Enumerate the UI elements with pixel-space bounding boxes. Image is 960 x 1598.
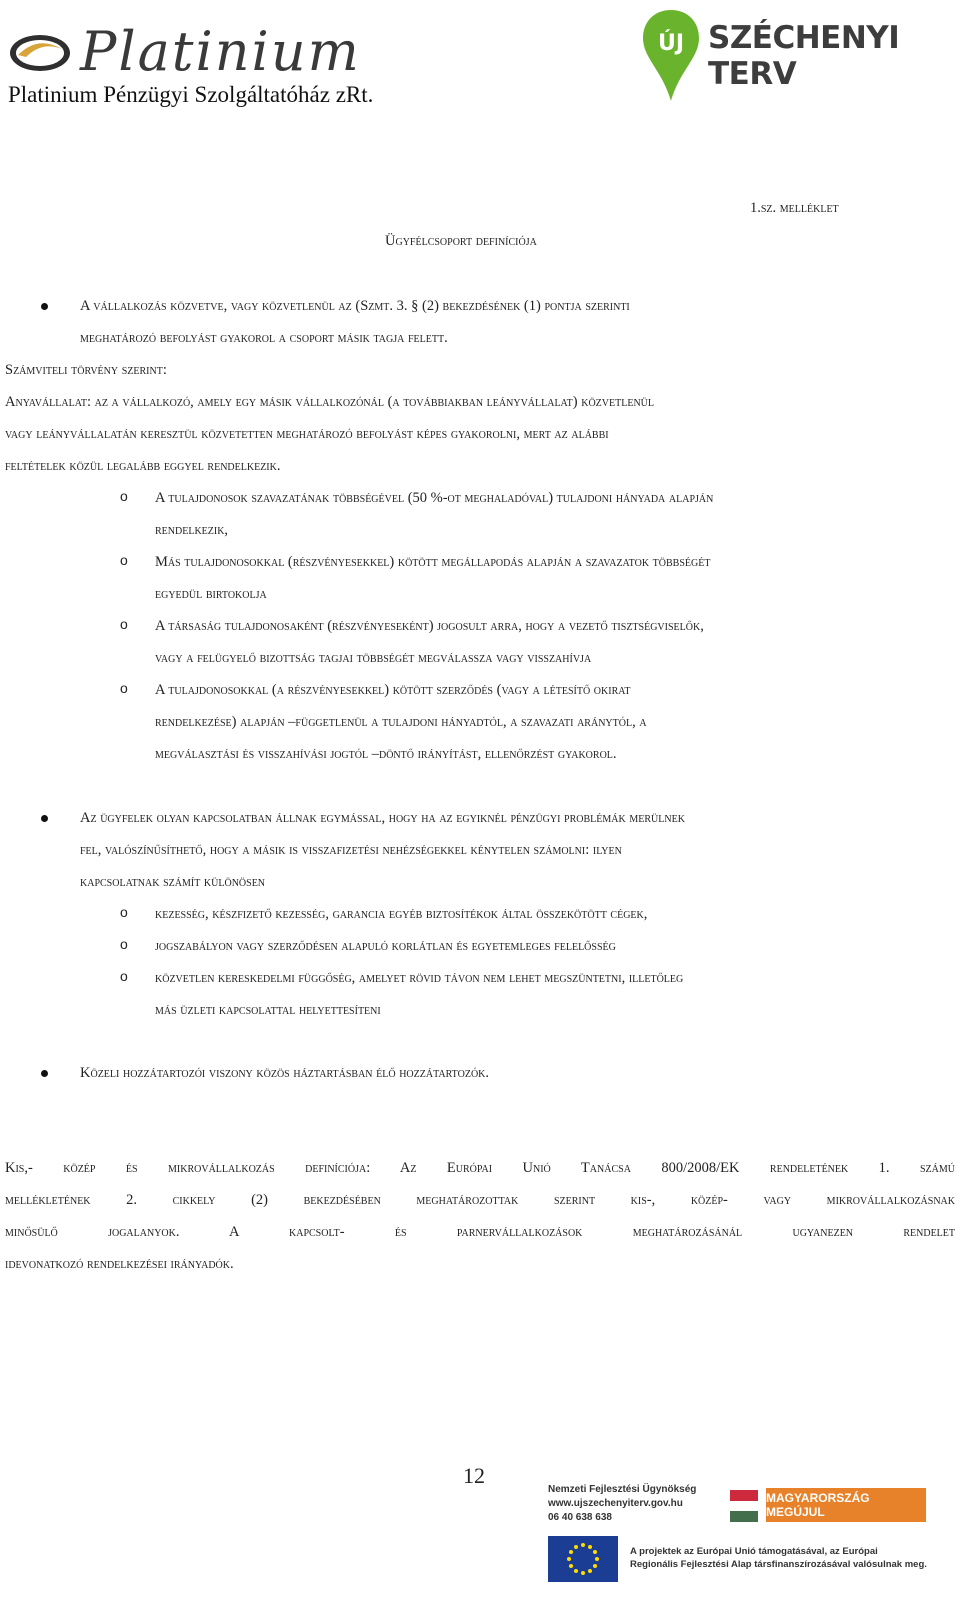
agency-name: Nemzeti Fejlesztési Ügynökség	[548, 1484, 697, 1495]
paragraph-1-line-3: vagy leányvállalatán keresztül közvetetten meghatározó befolyást képes gyakorolni, mert az alábbi	[5, 426, 609, 442]
kkv-definition-line-4: idevonatkozó rendelkezései irányadók.	[5, 1256, 234, 1272]
sub-item-7-line-2: más üzleti kapcsolattal helyettesíteni	[155, 1002, 381, 1018]
sub-item-6: jogszabályon vagy szerződésen alapuló korlátlan és egyetemleges felelősség	[155, 938, 616, 954]
sub-item-5: kezesség, készfizető kezesség, garancia egyéb biztosítékok által összekötött cégek,	[155, 906, 648, 922]
agency-website: www.ujszechenyiterv.gov.hu	[548, 1498, 683, 1509]
sub-bullet-marker: o	[120, 616, 128, 632]
eu-funding-note	[630, 1545, 927, 1571]
kkv-definition-line-1: Kis,- közép és mikrovállalkozás definíciója: Az Európai Unió Tanácsa 800/2008/EK rendeletének 1. számú	[5, 1160, 955, 1176]
doc-title: Ügyfélcsoport definíciója	[385, 233, 537, 249]
paragraph-1-line-4: feltételek közül legalább eggyel rendelkezik.	[5, 458, 281, 474]
bullet-2-line-2: fel, valószínűsíthető, hogy a másik is visszafizetési nehézségekkel kénytelen számolni: ilyen	[80, 842, 622, 858]
sub-bullet-marker: o	[120, 488, 128, 504]
magyarorszag-megujul-badge: MAGYARORSZÁG MEGÚJUL	[766, 1488, 926, 1522]
sub-item-4-line-3: megválasztási és visszahívási jogtól –döntő irányítást, ellenőrzést gyakorol.	[155, 746, 617, 762]
eu-note-line-2: Regionális Fejlesztési Alap társfinanszírozásával valósulnak meg.	[630, 1559, 927, 1570]
kkv-definition-line-2: mellékletének 2. cikkely (2) bekezdésében meghatározottak szerint kis-, közép- vagy mikrovállalkozásnak	[5, 1192, 955, 1208]
szechenyi-title: SZÉCHENYI TERV	[708, 20, 900, 92]
sub-bullet-marker: o	[120, 552, 128, 568]
company-name: Platinium Pénzügyi Szolgáltatóház zRt.	[8, 82, 374, 107]
sub-bullet-marker: o	[120, 936, 128, 952]
bullet-1-line-1: A vállalkozás közvetve, vagy közvetlenül az (Szmt. 3. § (2) bekezdésének (1) pontja szerinti	[80, 298, 630, 314]
annex-label: 1.sz. melléklet	[750, 200, 839, 216]
sub-item-2-line-2: egyedül birtokolja	[155, 586, 267, 602]
eu-flag-icon	[548, 1536, 618, 1582]
bullet-2-line-1: Az ügyfelek olyan kapcsolatban állnak egymással, hogy ha az egyiknél pénzügyi problémák merülnek	[80, 810, 685, 826]
sub-item-7-line-1: közvetlen kereskedelmi függőség, amelyet rövid távon nem lehet megszüntetni, illetőleg	[155, 970, 684, 986]
bullet-3: Közeli hozzátartozói viszony közös háztartásban élő hozzátartozók.	[80, 1065, 490, 1081]
szechenyi-badge-text: ÚJ	[657, 31, 685, 56]
sub-item-3-line-1: A társaság tulajdonosaként (részvényeseként) jogosult arra, hogy a vezető tisztségviselők,	[155, 618, 704, 634]
kkv-definition-line-3: minősülő jogalanyok. A kapcsolt- és parnervállalkozások meghatározásánál ugyanezen rendelet	[5, 1224, 955, 1240]
paragraph-1-line-2: Anyavállalat: az a vállalkozó, amely egy másik vállalkozónál (a továbbiakban leányvállalat) közvetlenül	[5, 394, 654, 410]
platinium-logo-wordmark: Platinium	[80, 20, 361, 83]
sub-item-4-line-2: rendelkezése) alapján –függetlenül a tulajdoni hányadtól, a szavazati aránytól, a	[155, 714, 647, 730]
bullet-dot	[41, 815, 48, 822]
agency-block	[548, 1483, 696, 1525]
platinium-logo-icon	[8, 33, 72, 73]
page-number: 12	[463, 1463, 485, 1488]
sub-item-4-line-1: A tulajdonosokkal (a részvényesekkel) kötött szerződés (vagy a létesítő okirat	[155, 682, 631, 698]
sub-item-2-line-1: Más tulajdonosokkal (részvényesekkel) kötött megállapodás alapján a szavazatok többségét	[155, 554, 711, 570]
agency-phone: 06 40 638 638	[548, 1512, 612, 1523]
sub-bullet-marker: o	[120, 904, 128, 920]
hungarian-flag-icon	[730, 1490, 758, 1522]
bullet-dot	[41, 1070, 48, 1077]
bullet-1-line-2: meghatározó befolyást gyakorol a csoport másik tagja felett.	[80, 330, 448, 346]
paragraph-1-line-1: Számviteli törvény szerint:	[5, 362, 167, 378]
sub-item-3-line-2: vagy a felügyelő bizottság tagjai többségét megválassza vagy visszahívja	[155, 650, 592, 666]
bullet-2-line-3: kapcsolatnak számít különösen	[80, 874, 266, 890]
sub-bullet-marker: o	[120, 968, 128, 984]
szechenyi-pin-icon	[640, 8, 702, 103]
sub-item-1-line-1: A tulajdonosok szavazatának többségével (50 %-ot meghaladóval) tulajdoni hányada alapján	[155, 490, 714, 506]
sub-bullet-marker: o	[120, 680, 128, 696]
eu-note-line-1: A projektek az Európai Unió támogatásával, az Európai	[630, 1546, 878, 1557]
sub-item-1-line-2: rendelkezik,	[155, 522, 229, 538]
bullet-dot	[41, 303, 48, 310]
